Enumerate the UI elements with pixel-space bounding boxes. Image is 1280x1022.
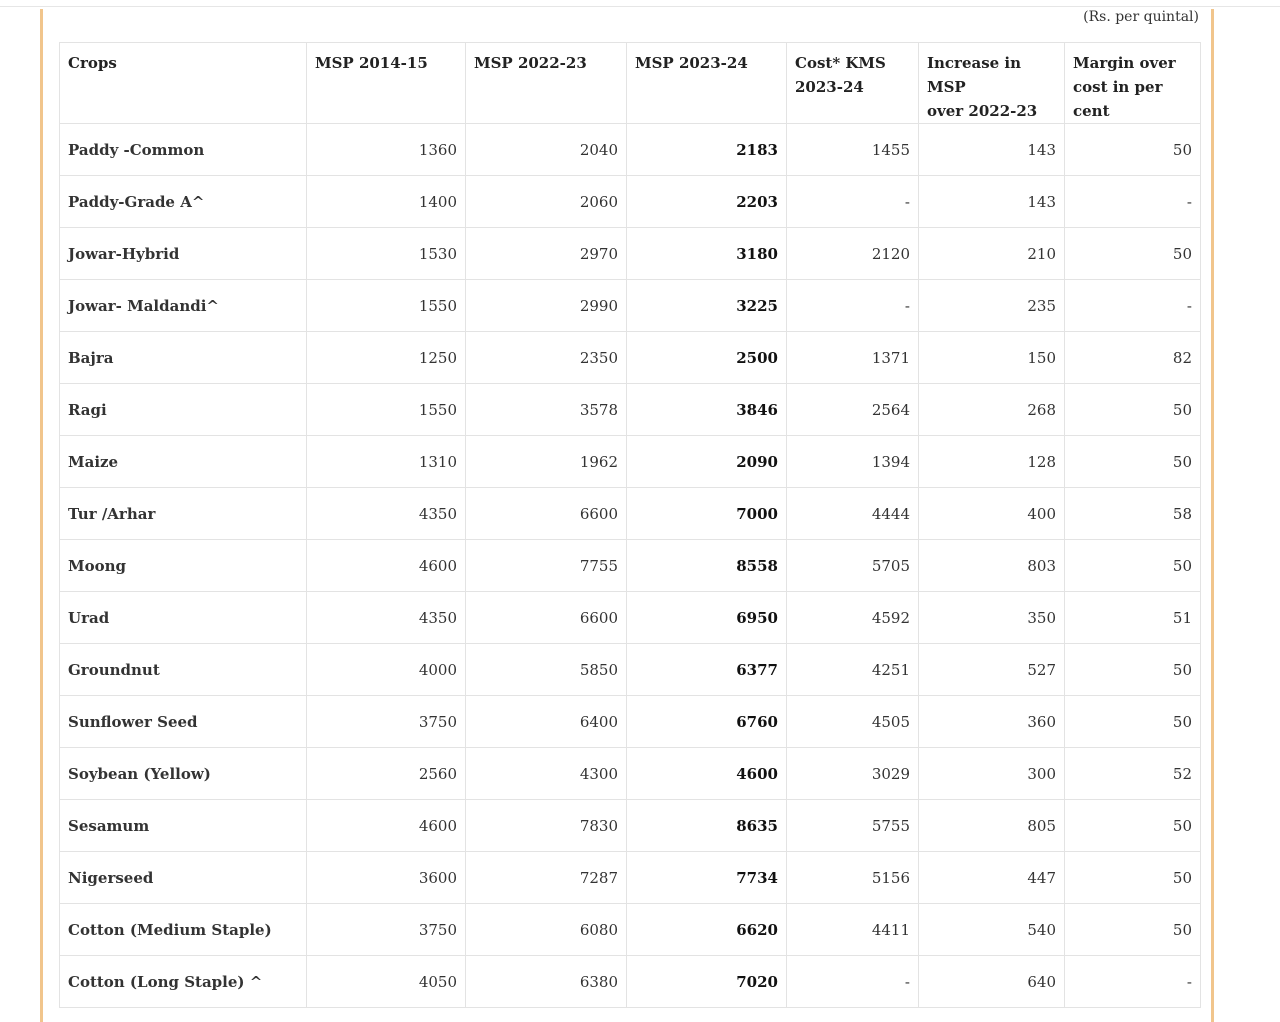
increase-cell: 540: [919, 904, 1065, 956]
msp-2022-23-cell: 6600: [466, 592, 627, 644]
crop-cell: Cotton (Medium Staple): [60, 904, 307, 956]
msp-2022-23-cell: 2990: [466, 280, 627, 332]
table-row: [60, 488, 1201, 540]
increase-cell: 805: [919, 800, 1065, 852]
margin-cell: 82: [1065, 332, 1201, 384]
msp-2014-15-cell: 4350: [307, 592, 466, 644]
msp-2022-23-cell: 6600: [466, 488, 627, 540]
msp-2014-15-cell: 1360: [307, 124, 466, 176]
cost-cell: 4444: [787, 488, 919, 540]
table-row: [60, 436, 1201, 488]
msp-2014-15-cell: 4350: [307, 488, 466, 540]
margin-cell: 50: [1065, 228, 1201, 280]
increase-cell: 400: [919, 488, 1065, 540]
msp-2023-24-cell: 6760: [627, 696, 787, 748]
increase-cell: 210: [919, 228, 1065, 280]
table-row: [60, 332, 1201, 384]
crop-cell: Soybean (Yellow): [60, 748, 307, 800]
table-row: [60, 124, 1201, 176]
table-row: [60, 852, 1201, 904]
msp-2014-15-cell: 3750: [307, 904, 466, 956]
margin-cell: -: [1065, 280, 1201, 332]
crop-cell: Bajra: [60, 332, 307, 384]
margin-cell: 51: [1065, 592, 1201, 644]
msp-2023-24-cell: 3225: [627, 280, 787, 332]
header-msp-2022-23-text: MSP 2022-23: [474, 54, 587, 72]
margin-cell: 58: [1065, 488, 1201, 540]
cost-cell: 3029: [787, 748, 919, 800]
top-divider: [0, 6, 1280, 7]
crop-cell: Jowar- Maldandi^: [60, 280, 307, 332]
margin-cell: 50: [1065, 852, 1201, 904]
crop-cell: Sunflower Seed: [60, 696, 307, 748]
msp-2023-24-cell: 3846: [627, 384, 787, 436]
msp-2022-23-cell: 7830: [466, 800, 627, 852]
msp-table: [59, 42, 1201, 1008]
cost-cell: 1394: [787, 436, 919, 488]
table-row: [60, 696, 1201, 748]
table-row: [60, 540, 1201, 592]
msp-2014-15-cell: 2560: [307, 748, 466, 800]
msp-2022-23-cell: 6080: [466, 904, 627, 956]
increase-cell: 803: [919, 540, 1065, 592]
msp-2023-24-cell: 2500: [627, 332, 787, 384]
msp-2014-15-cell: 4000: [307, 644, 466, 696]
msp-2014-15-cell: 4050: [307, 956, 466, 1008]
cost-cell: 2120: [787, 228, 919, 280]
header-increase: [919, 43, 1065, 124]
cost-cell: 5755: [787, 800, 919, 852]
crop-cell: Nigerseed: [60, 852, 307, 904]
table-row: [60, 956, 1201, 1008]
cost-cell: -: [787, 176, 919, 228]
increase-cell: 350: [919, 592, 1065, 644]
header-row: [60, 43, 1201, 124]
increase-cell: 268: [919, 384, 1065, 436]
msp-2023-24-cell: 8558: [627, 540, 787, 592]
cost-cell: 5705: [787, 540, 919, 592]
increase-cell: 447: [919, 852, 1065, 904]
cost-cell: 5156: [787, 852, 919, 904]
msp-2014-15-cell: 1400: [307, 176, 466, 228]
table-row: [60, 904, 1201, 956]
msp-2022-23-cell: 6400: [466, 696, 627, 748]
msp-2023-24-cell: 6620: [627, 904, 787, 956]
msp-2022-23-cell: 2060: [466, 176, 627, 228]
cost-cell: 2564: [787, 384, 919, 436]
msp-2023-24-cell: 2090: [627, 436, 787, 488]
msp-2014-15-cell: 1250: [307, 332, 466, 384]
header-msp-2023-24: [627, 43, 787, 124]
msp-2022-23-cell: 1962: [466, 436, 627, 488]
increase-cell: 360: [919, 696, 1065, 748]
header-margin-line2: cost in per cent: [1073, 78, 1163, 120]
margin-cell: -: [1065, 956, 1201, 1008]
msp-2014-15-cell: 4600: [307, 800, 466, 852]
cost-cell: 4592: [787, 592, 919, 644]
cost-cell: 4251: [787, 644, 919, 696]
header-msp-2014-15-text: MSP 2014-15: [315, 54, 428, 72]
msp-2023-24-cell: 2203: [627, 176, 787, 228]
cost-cell: -: [787, 280, 919, 332]
msp-2022-23-cell: 6380: [466, 956, 627, 1008]
msp-2022-23-cell: 5850: [466, 644, 627, 696]
table-row: [60, 280, 1201, 332]
table-row: [60, 592, 1201, 644]
cost-cell: 1371: [787, 332, 919, 384]
table-row: [60, 228, 1201, 280]
msp-2023-24-cell: 7734: [627, 852, 787, 904]
msp-2014-15-cell: 4600: [307, 540, 466, 592]
increase-cell: 640: [919, 956, 1065, 1008]
increase-cell: 235: [919, 280, 1065, 332]
margin-cell: 50: [1065, 124, 1201, 176]
msp-2022-23-cell: 2970: [466, 228, 627, 280]
increase-cell: 150: [919, 332, 1065, 384]
header-cost: [787, 43, 919, 124]
crop-cell: Groundnut: [60, 644, 307, 696]
table-row: [60, 384, 1201, 436]
msp-2023-24-cell: 3180: [627, 228, 787, 280]
msp-2023-24-cell: 4600: [627, 748, 787, 800]
table-row: [60, 176, 1201, 228]
crop-cell: Tur /Arhar: [60, 488, 307, 540]
header-cost-line2: 2023-24: [795, 78, 864, 96]
msp-2022-23-cell: 3578: [466, 384, 627, 436]
crop-cell: Sesamum: [60, 800, 307, 852]
msp-2022-23-cell: 2040: [466, 124, 627, 176]
crop-cell: Ragi: [60, 384, 307, 436]
increase-cell: 128: [919, 436, 1065, 488]
msp-2014-15-cell: 3750: [307, 696, 466, 748]
margin-cell: 50: [1065, 540, 1201, 592]
increase-cell: 143: [919, 176, 1065, 228]
msp-2022-23-cell: 4300: [466, 748, 627, 800]
margin-cell: 50: [1065, 644, 1201, 696]
msp-2023-24-cell: 2183: [627, 124, 787, 176]
cost-cell: -: [787, 956, 919, 1008]
header-increase-line1: Increase in MSP: [927, 54, 1022, 96]
crop-cell: Paddy -Common: [60, 124, 307, 176]
cost-cell: 1455: [787, 124, 919, 176]
header-msp-2023-24-text: MSP 2023-24: [635, 54, 748, 72]
msp-2023-24-cell: 6377: [627, 644, 787, 696]
msp-2014-15-cell: 1550: [307, 384, 466, 436]
cost-cell: 4411: [787, 904, 919, 956]
header-margin: [1065, 43, 1201, 124]
header-margin-line1: Margin over: [1073, 54, 1176, 72]
margin-cell: 50: [1065, 436, 1201, 488]
margin-cell: 50: [1065, 904, 1201, 956]
crop-cell: Urad: [60, 592, 307, 644]
margin-cell: 50: [1065, 696, 1201, 748]
crop-cell: Maize: [60, 436, 307, 488]
msp-2022-23-cell: 7287: [466, 852, 627, 904]
header-crops: [60, 43, 307, 124]
msp-2014-15-cell: 1530: [307, 228, 466, 280]
crop-cell: Paddy-Grade A^: [60, 176, 307, 228]
header-cost-line1: Cost* KMS: [795, 54, 886, 72]
cost-cell: 4505: [787, 696, 919, 748]
crop-cell: Jowar-Hybrid: [60, 228, 307, 280]
msp-2022-23-cell: 7755: [466, 540, 627, 592]
header-msp-2022-23: [466, 43, 627, 124]
msp-2023-24-cell: 7020: [627, 956, 787, 1008]
increase-cell: 143: [919, 124, 1065, 176]
header-crops-text: Crops: [68, 54, 117, 72]
margin-cell: 50: [1065, 384, 1201, 436]
msp-2023-24-cell: 8635: [627, 800, 787, 852]
margin-cell: 52: [1065, 748, 1201, 800]
table-body: [60, 124, 1201, 1008]
table-row: [60, 644, 1201, 696]
msp-2014-15-cell: 3600: [307, 852, 466, 904]
msp-2022-23-cell: 2350: [466, 332, 627, 384]
crop-cell: Moong: [60, 540, 307, 592]
crop-cell: Cotton (Long Staple) ^: [60, 956, 307, 1008]
margin-cell: -: [1065, 176, 1201, 228]
msp-2023-24-cell: 6950: [627, 592, 787, 644]
msp-2023-24-cell: 7000: [627, 488, 787, 540]
msp-2014-15-cell: 1550: [307, 280, 466, 332]
msp-2014-15-cell: 1310: [307, 436, 466, 488]
table-row: [60, 748, 1201, 800]
header-msp-2014-15: [307, 43, 466, 124]
table-row: [60, 800, 1201, 852]
margin-cell: 50: [1065, 800, 1201, 852]
increase-cell: 527: [919, 644, 1065, 696]
header-increase-line2: over 2022-23: [927, 102, 1038, 120]
increase-cell: 300: [919, 748, 1065, 800]
unit-note: (Rs. per quintal): [1083, 9, 1199, 25]
